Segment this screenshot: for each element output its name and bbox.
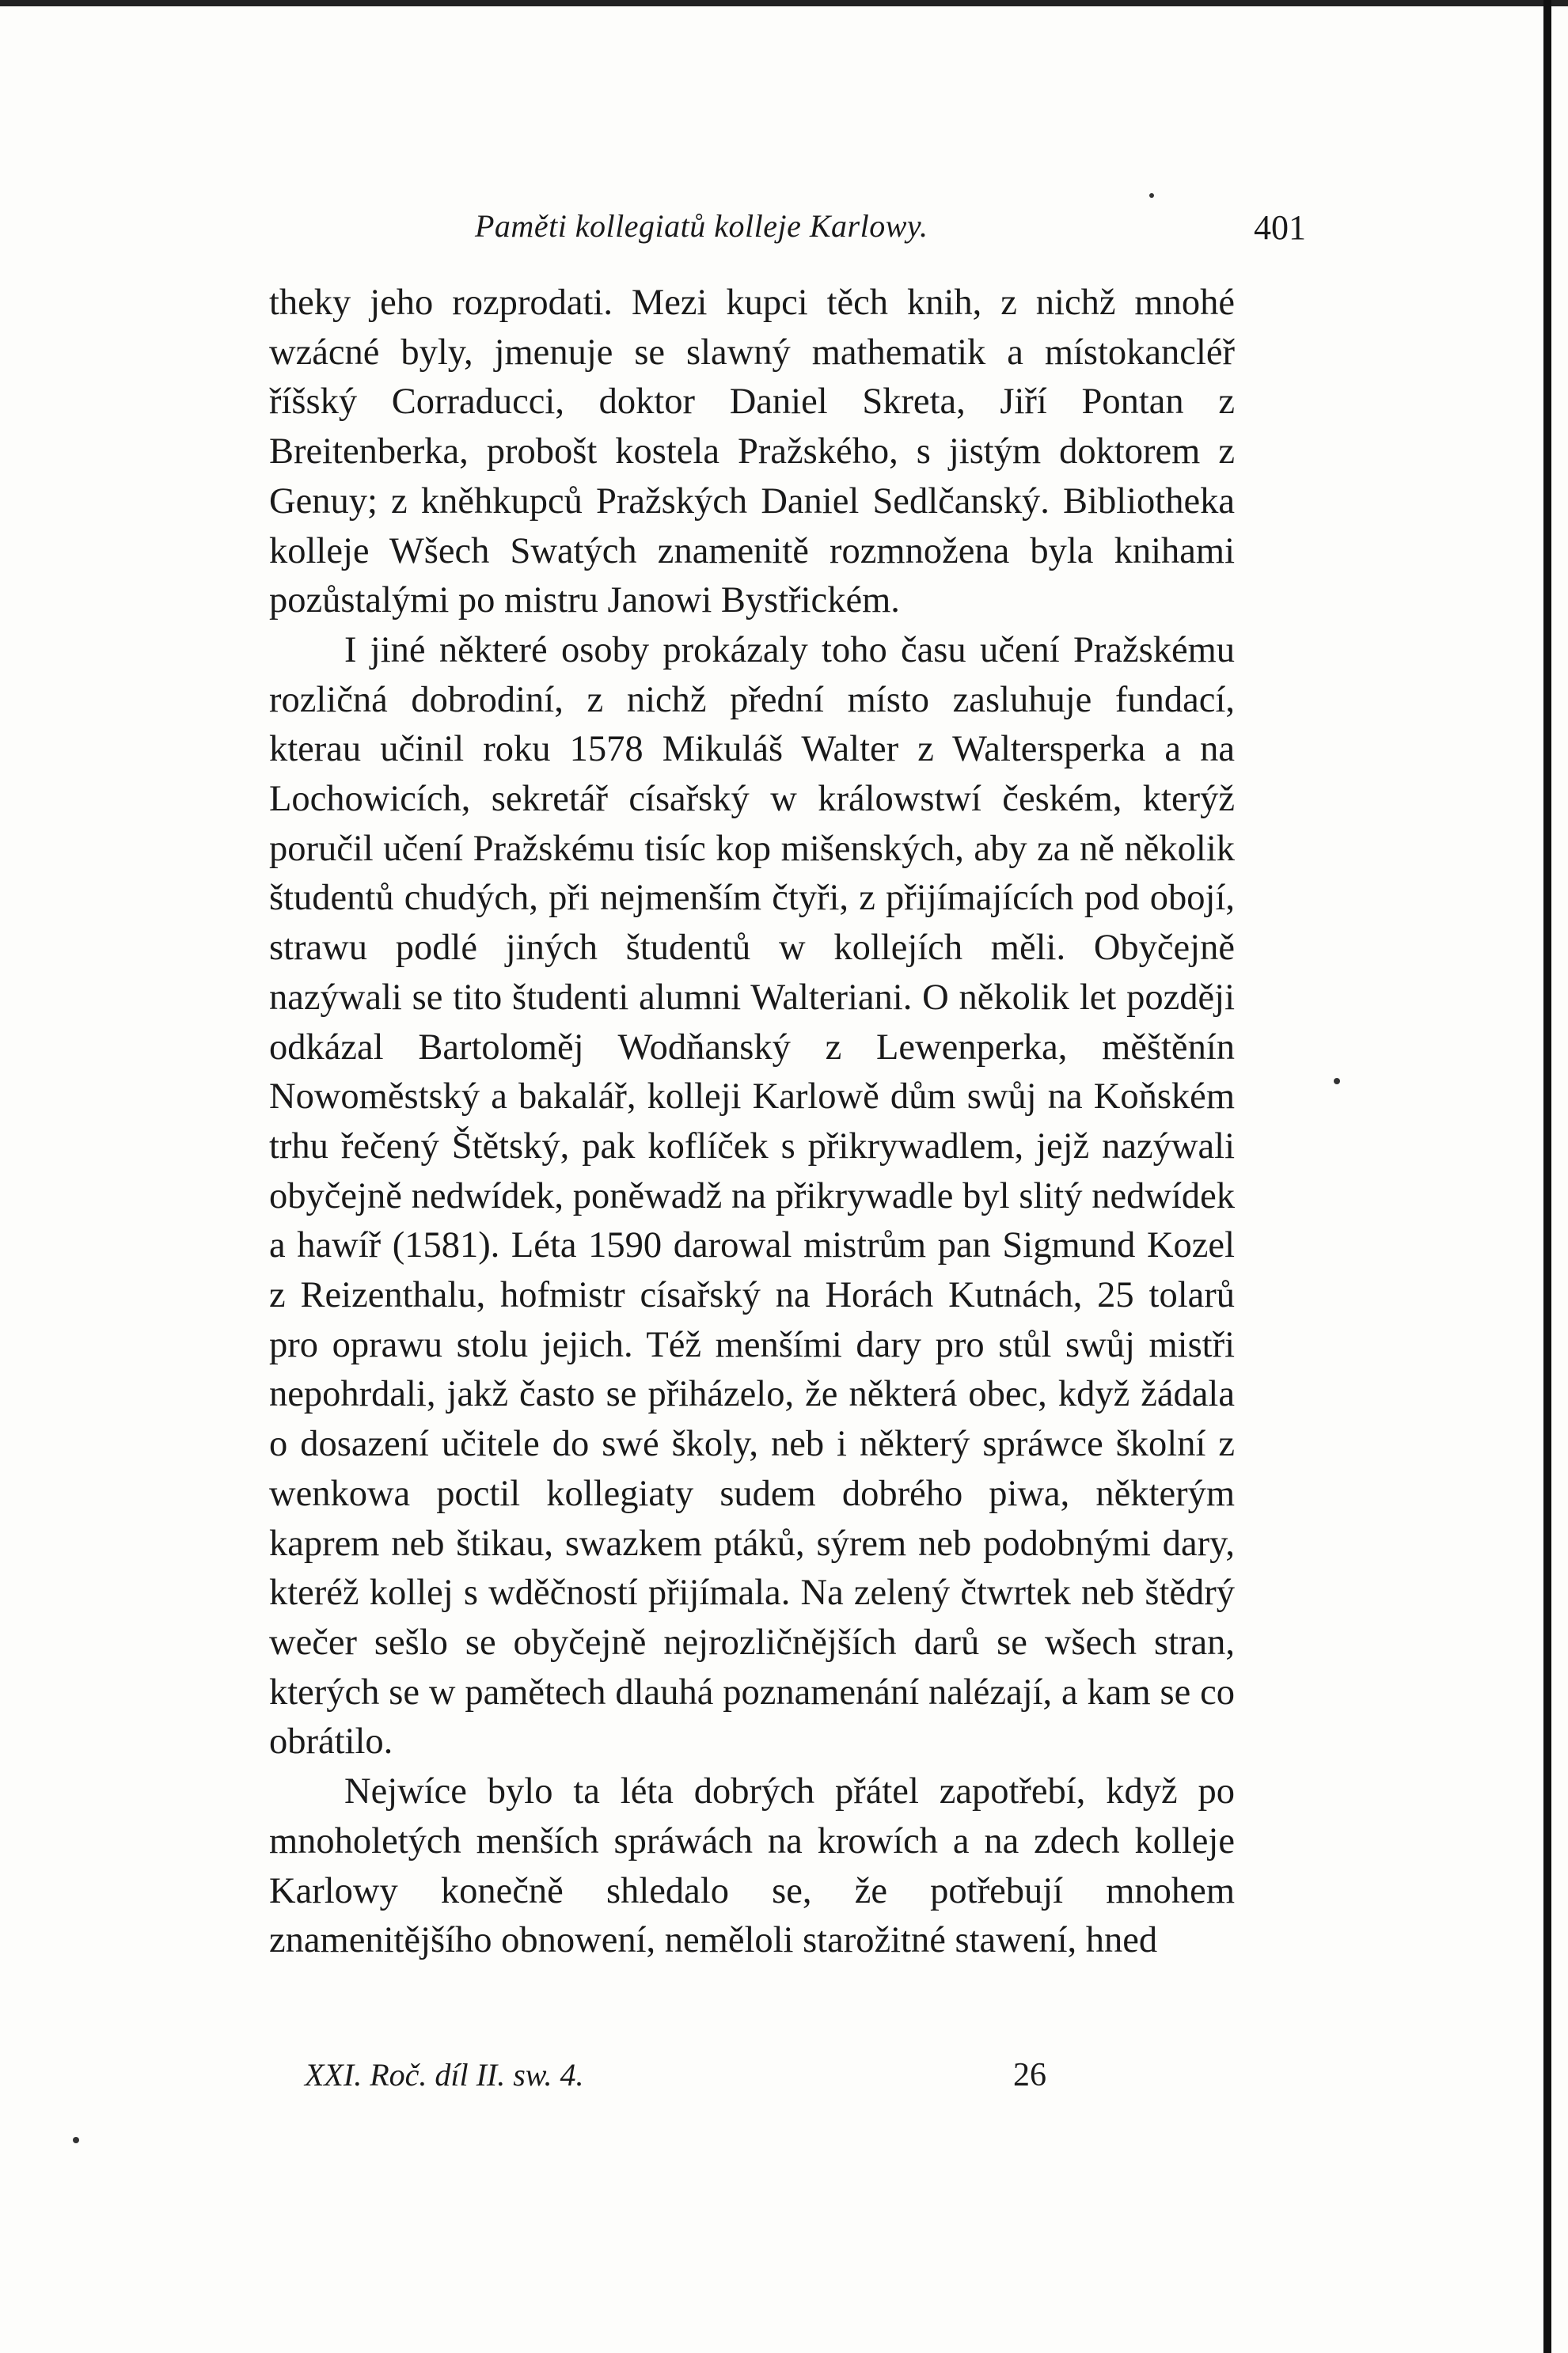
page-footer — [305, 2056, 1096, 2104]
paragraph-3: Nejwíce bylo ta léta dobrých přátel zapotřebí, když po mnoholetých menších spráwách na krowích a na zdech kolleje Karlowy konečně shledalo se, že potřebují mnohem znamenitějšího obnowení, neměloli starožitné stawení, hned — [269, 1771, 1235, 1961]
print-speck — [1149, 193, 1154, 198]
running-head — [269, 207, 1306, 255]
body-text — [269, 279, 1235, 1966]
paragraph-1: theky jeho rozprodati. Mezi kupci těch knih, z nichž mnohé wzácné byly, jmenuje se slawný mathematik a místokancléř říšský Corraducci, doktor Daniel Skreta, Jiří Pontan z Breitenberka, probošt kostela Pražského, s jistým doktorem z Genuy; z kněhkupců Pražských Daniel Sedlčanský. Bibliotheka kolleje Wšech Swatých znamenitě rozmnožena byla knihami pozůstalými po mistru Janowi Bystřickém. — [269, 283, 1235, 621]
running-title: Paměti kollegiatů kolleje Karlowy. — [475, 208, 928, 244]
print-speck — [1334, 1078, 1340, 1084]
scan-edge-top — [0, 0, 1568, 6]
signature-mark: XXI. Roč. díl II. sw. 4. — [305, 2057, 584, 2093]
page-number: 401 — [1254, 208, 1306, 247]
scan-edge-right — [1543, 0, 1551, 2353]
paragraph-2: I jiné některé osoby prokázaly toho času učení Pražskému rozličná dobrodiní, z nichž přední místo zasluhuje fundací, kterau učinil roku 1578 Mikuláš Walter z Waltersperka a na Lochowicích, sekretář císařský w králowstwí českém, kterýž poručil učení Pražskému tisíc kop mišenských, aby za ně několik študentů chudých, při nejmenším čtyři, z přijímajících pod obojí, strawu podlé jiných študentů w kollejích měli. Obyčejně nazýwali se tito študenti alumni Walteriani. O několik let později odkázal Bartoloměj Wodňanský z Lewenperka, měštěnín Nowoměstský a bakalář, kolleji Karlowě dům swůj na Koňském trhu řečený Štětský, pak koflíček s přikrywadlem, jejž nazýwali obyčejně nedwídek, poněwadž na přikrywadle byl slitý nedwídek a hawíř (1581). Léta 1590 darowal mistrům pan Sigmund Kozel z Reizenthalu, hofmistr císařský na Horách Kutnách, 25 tolarů pro oprawu stolu jejich. Též menšími dary pro stůl swůj mistři nepohrdali, jakž často se přiházelo, že některá obec, když žádala o dosazení učitele do swé školy, neb i některý spráwce školní z wenkowa poctil kollegiaty sudem dobrého piwa, některým kaprem neb štikau, swazkem ptáků, sýrem neb podobnými dary, kteréž kollej s wděčností přijímala. Na zelený čtwrtek neb štědrý wečer sešlo se obyčejně nejrozličnějších darů se wšech stran, kterých se w pamětech dlauhá poznamenání nalézají, a kam se co obrátilo. — [269, 629, 1235, 1763]
signature-number: 26 — [1013, 2057, 1046, 2093]
print-speck — [73, 2137, 79, 2143]
